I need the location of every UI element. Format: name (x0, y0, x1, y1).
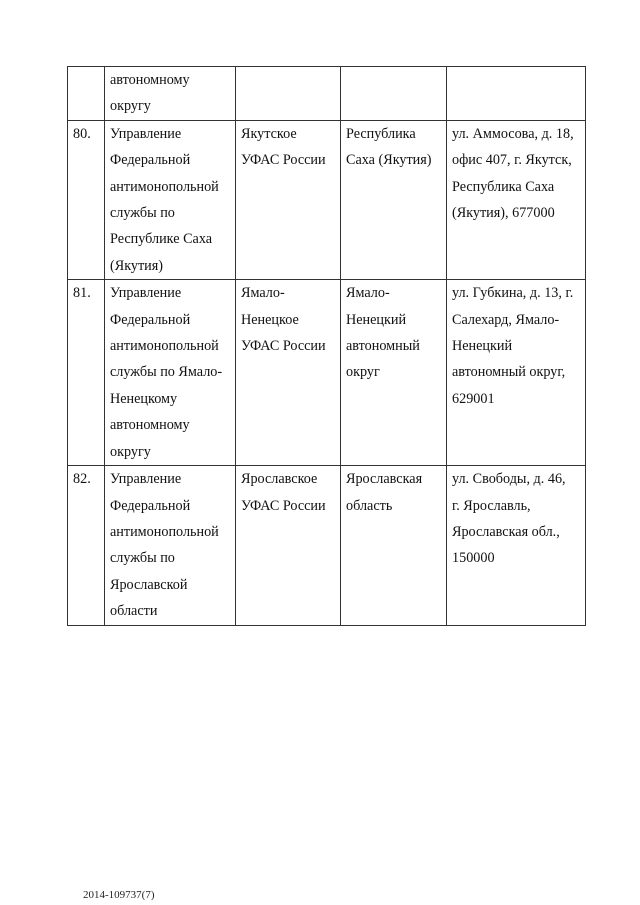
row-number: 80. (73, 125, 91, 142)
cell-region (341, 120, 447, 279)
cell-text-line: Салехард, Ямало- (452, 311, 560, 328)
cell-text-line: Ярославская обл., (452, 523, 560, 540)
cell-text-line: Ненецкий (452, 338, 513, 355)
cell-short-name (236, 280, 341, 466)
cell-text-line: Республике Саха (110, 231, 213, 248)
cell-text-line: округу (110, 98, 151, 115)
cell-text-line: автономному (110, 72, 190, 88)
cell-text-line: Управление (110, 125, 182, 142)
table-row (68, 466, 586, 625)
cell-text-line: УФАС России (241, 497, 326, 514)
cell-address (447, 120, 586, 279)
cell-text-line: Ярославской (110, 576, 188, 593)
cell-text-line: Республика (346, 125, 416, 142)
table-row (68, 120, 586, 279)
cell-organization (105, 67, 236, 121)
table-row (68, 67, 586, 121)
row-number: 81. (73, 285, 91, 302)
cell-text-line: ул. Губкина, д. 13, г. (452, 285, 574, 302)
cell-text-line: округу (110, 443, 151, 460)
document-footer-id: 2014-109737(7) (83, 889, 155, 901)
cell-text-line: Ненецкий (346, 311, 407, 328)
cell-region (341, 466, 447, 625)
cell-text-line: Федеральной (110, 152, 191, 169)
cell-text-line: Управление (110, 471, 182, 488)
cell-text-line: округ (346, 364, 380, 381)
cell-text-line: область (346, 497, 393, 514)
cell-text-line: Ярославская (346, 471, 423, 488)
cell-number (68, 280, 105, 466)
cell-text-line: области (110, 603, 158, 620)
cell-text-line: Ярославское (241, 471, 318, 488)
cell-text-line: Саха (Якутия) (346, 152, 432, 169)
row-number: 82. (73, 471, 91, 488)
cell-region (341, 280, 447, 466)
cell-text-line: службы по (110, 205, 175, 222)
cell-region (341, 67, 447, 121)
cell-short-name (236, 120, 341, 279)
cell-text-line: (Якутия), 677000 (452, 205, 555, 222)
cell-text-line: г. Ярославль, (452, 497, 531, 514)
cell-text-line: антимонопольной (110, 338, 219, 355)
cell-number (68, 67, 105, 121)
cell-text-line: антимонопольной (110, 523, 219, 540)
cell-text-line: службы по (110, 550, 175, 567)
cell-organization (105, 280, 236, 466)
cell-organization (105, 120, 236, 279)
cell-text-line: ул. Свободы, д. 46, (452, 471, 566, 488)
cell-text-line: Ненецкое (241, 311, 299, 328)
cell-number (68, 120, 105, 279)
cell-text-line: 150000 (452, 550, 495, 567)
cell-text-line: Федеральной (110, 311, 191, 328)
cell-text-line: офис 407, г. Якутск, (452, 152, 572, 169)
cell-text-line: Ненецкому (110, 390, 178, 407)
cell-text-line: автономный (346, 338, 420, 355)
cell-text-line: Якутское (241, 125, 297, 142)
cell-text-line: ул. Аммосова, д. 18, (452, 125, 574, 142)
ufas-offices-table (67, 66, 586, 626)
cell-organization (105, 466, 236, 625)
table-body (68, 67, 586, 626)
cell-address (447, 466, 586, 625)
cell-text-line: службы по Ямало- (110, 364, 223, 381)
cell-text-line: Ямало- (346, 285, 390, 302)
cell-address (447, 67, 586, 121)
cell-number (68, 466, 105, 625)
cell-text-line: Ямало- (241, 285, 285, 302)
cell-text-line: Управление (110, 285, 182, 302)
cell-text-line: Федеральной (110, 497, 191, 514)
table-row (68, 280, 586, 466)
cell-address (447, 280, 586, 466)
cell-text-line: автономный округ, (452, 364, 566, 381)
cell-text-line: УФАС России (241, 338, 326, 355)
cell-text-line: автономному (110, 417, 190, 434)
cell-text-line: (Якутия) (110, 257, 164, 274)
cell-text-line: антимонопольной (110, 178, 219, 195)
cell-short-name (236, 466, 341, 625)
cell-text-line: 629001 (452, 390, 495, 407)
cell-text-line: Республика Саха (452, 178, 555, 195)
cell-text-line: УФАС России (241, 152, 326, 169)
cell-short-name (236, 67, 341, 121)
